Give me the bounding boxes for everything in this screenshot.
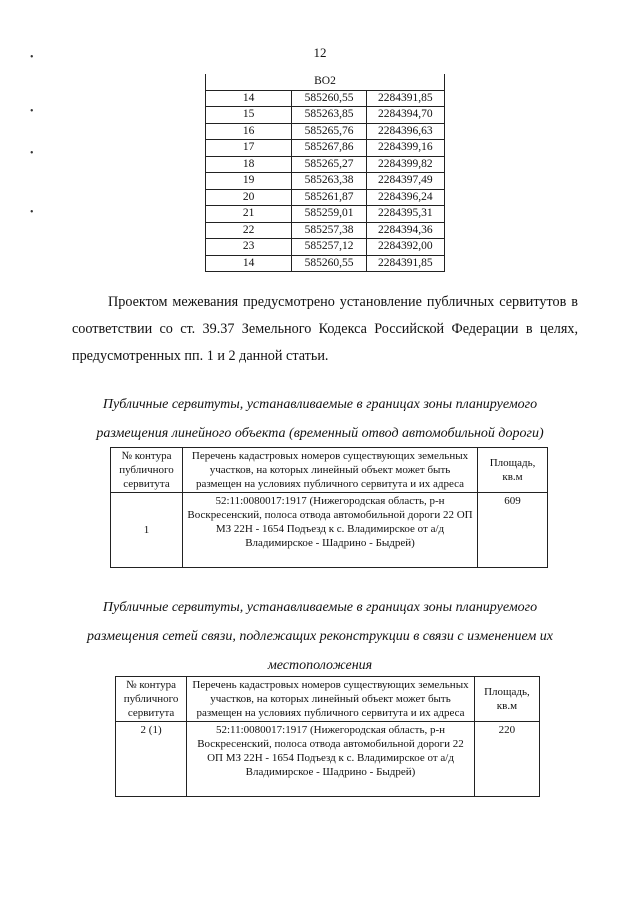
- y-coordinate: 2284391,85: [366, 255, 444, 272]
- servitude-table-2: [115, 676, 540, 797]
- y-coordinate: 2284396,63: [366, 123, 444, 140]
- scan-dot: •: [30, 207, 34, 218]
- x-coordinate: 585257,12: [292, 239, 366, 256]
- coordinates-header-row: [206, 74, 445, 90]
- table-row: [206, 140, 445, 157]
- area-value: 220: [474, 722, 539, 797]
- scan-dot: •: [30, 106, 34, 117]
- x-coordinate: 585265,76: [292, 123, 366, 140]
- section1-heading-line2: размещения линейного объекта (временный отвод автомобильной дороги): [96, 426, 544, 441]
- x-coordinate: 585261,87: [292, 189, 366, 206]
- parcel-description: 52:11:0080017:1917 (Нижегородская область, р-н Воскресенский, полоса отвода автомобильной дороги 22 ОП МЗ 22Н - 1654 Подъезд к с. Владимирское от а/д Владимирское - Шадрино - Быдрей): [182, 493, 477, 568]
- contour-number: 2 (1): [116, 722, 187, 797]
- point-number: 17: [206, 140, 292, 157]
- parcel-list-header: Перечень кадастровых номеров существующих земельных участков, на которых линейный объект может быть размещен на условиях публичного сервитута и их адреса: [187, 677, 475, 722]
- area-value: 609: [478, 493, 548, 568]
- table-row: [206, 255, 445, 272]
- x-coordinate: 585263,85: [292, 107, 366, 124]
- area-header: Площадь, кв.м: [474, 677, 539, 722]
- y-coordinate: 2284394,70: [366, 107, 444, 124]
- table-header-row: [111, 448, 548, 493]
- paragraph-text: Проектом межевания предусмотрено установление публичных сервитутов в соответствии со ст. 39.37 Земельного Кодекса Российской Федерации в целях, предусмотренных пп. 1 и 2 данной статьи.: [72, 294, 578, 364]
- section2-heading-line2: размещения сетей связи, подлежащих реконструкции в связи с изменением их: [87, 629, 553, 644]
- x-coordinate: 585260,55: [292, 90, 366, 107]
- servitude-paragraph: [72, 289, 578, 370]
- contour-number-header: № контура публичного сервитута: [111, 448, 183, 493]
- scan-dot: •: [30, 148, 34, 159]
- point-number: 18: [206, 156, 292, 173]
- section1-heading-line1: Публичные сервитуты, устанавливаемые в границах зоны планируемого: [102, 397, 538, 412]
- contour-number-header: № контура публичного сервитута: [116, 677, 187, 722]
- point-number: 19: [206, 173, 292, 190]
- x-coordinate: 585259,01: [292, 206, 366, 223]
- section2-heading-line1: Публичные сервитуты, устанавливаемые в границах зоны планируемого: [102, 600, 538, 615]
- table-row: [206, 239, 445, 256]
- point-number: 20: [206, 189, 292, 206]
- table-row: [206, 123, 445, 140]
- point-number: 23: [206, 239, 292, 256]
- y-coordinate: 2284391,85: [366, 90, 444, 107]
- scan-dot: •: [30, 52, 34, 63]
- table-header-row: [116, 677, 540, 722]
- point-number: 14: [206, 255, 292, 272]
- x-coordinate: 585267,86: [292, 140, 366, 157]
- table-row: [206, 90, 445, 107]
- page-number: 12: [313, 45, 327, 60]
- y-coordinate: 2284395,31: [366, 206, 444, 223]
- x-coordinate: 585257,38: [292, 222, 366, 239]
- table-row: [206, 222, 445, 239]
- point-number: 21: [206, 206, 292, 223]
- section1-heading: [60, 390, 580, 448]
- y-coordinate: 2284394,36: [366, 222, 444, 239]
- table-row: [116, 722, 540, 797]
- y-coordinate: 2284396,24: [366, 189, 444, 206]
- x-coordinate: 585263,38: [292, 173, 366, 190]
- table-row: [206, 206, 445, 223]
- point-number: 15: [206, 107, 292, 124]
- point-number: 22: [206, 222, 292, 239]
- table-row: [206, 107, 445, 124]
- section2-heading-line3: местоположения: [267, 658, 373, 673]
- y-coordinate: 2284397,49: [366, 173, 444, 190]
- section2-heading: [60, 593, 580, 680]
- point-number: 16: [206, 123, 292, 140]
- table-row: [206, 189, 445, 206]
- coordinates-table: [205, 74, 445, 272]
- coordinates-header: ВО2: [206, 74, 445, 90]
- parcel-description: 52:11:0080017:1917 (Нижегородская область, р-н Воскресенский, полоса отвода автомобильной дороги 22 ОП МЗ 22Н - 1654 Подъезд к с. Владимирское от а/д Владимирское - Шадрино - Быдрей): [187, 722, 475, 797]
- y-coordinate: 2284399,82: [366, 156, 444, 173]
- y-coordinate: 2284399,16: [366, 140, 444, 157]
- table-row: [206, 156, 445, 173]
- servitude-table-1: [110, 447, 548, 568]
- area-header: Площадь, кв.м: [478, 448, 548, 493]
- contour-number: 1: [111, 493, 183, 568]
- x-coordinate: 585265,27: [292, 156, 366, 173]
- parcel-list-header: Перечень кадастровых номеров существующих земельных участков, на которых линейный объект может быть размещен на условиях публичного сервитута и их адреса: [182, 448, 477, 493]
- table-row: [206, 173, 445, 190]
- table-row: [111, 493, 548, 568]
- y-coordinate: 2284392,00: [366, 239, 444, 256]
- point-number: 14: [206, 90, 292, 107]
- x-coordinate: 585260,55: [292, 255, 366, 272]
